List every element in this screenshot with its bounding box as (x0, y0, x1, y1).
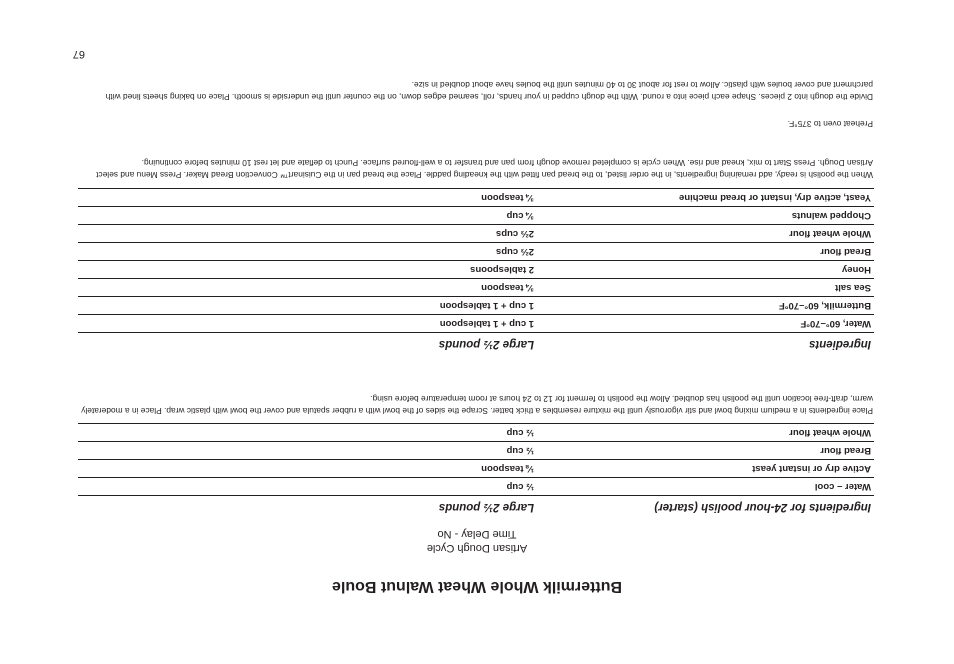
ingredient-name: Water, 60°–70°F (800, 318, 871, 329)
ingredient-qty: ¾ teaspoon (481, 192, 534, 203)
time-delay-label: Time Delay - No (437, 528, 517, 540)
ingredient-qty: ½ cup (506, 427, 534, 438)
ingredient-qty: ½ cup (506, 481, 534, 492)
instruction-paragraph-3: Divide the dough into 2 pieces. Shape each piece into a round. With the dough cupped in your hands, roll, seamed edges down, on the counter until the underside is smooth. Place on baking sheets lined with parchment and cover boules with plastic. Allow to rest for about 30 to 40 minutes until the boules have about doubled in size. (105, 80, 873, 102)
ingredient-name: Water – cool (814, 481, 871, 492)
ingredient-name: Buttermilk, 60°–70°F (778, 300, 871, 311)
ingredients-table (78, 188, 874, 355)
poolish-table (78, 423, 874, 518)
ingredient-qty: 2 tablespoons (470, 264, 534, 275)
ingredient-name: Bread flour (820, 445, 871, 456)
ingredient-name: Chopped walnuts (791, 210, 871, 221)
ingredient-name: Yeast, active dry, instant or bread machine (678, 192, 871, 203)
cycle-label: Artisan Dough Cycle (426, 542, 528, 554)
instruction-paragraph-1: When the poolish is ready, add remaining ingredients, in the order listed, to the bread pan fitted with the kneading paddle. Place the bread pan in the Cuisinart™ Convection Bread Maker. Press Menu and select Artisan Dough. Press Start to mix, knead and rise. When cycle is completed remove dough from pan and transfer to a well-floured surface. Punch to deflate and let rest 10 minutes before continuing. (96, 158, 873, 180)
poolish-header-name: Ingredients for 24-hour poolish (starter) (654, 501, 871, 513)
instruction-paragraph-2: Preheat oven to 375°F. (787, 119, 873, 129)
page-number: 67 (72, 48, 85, 60)
poolish-table-header (78, 496, 874, 519)
table-row (78, 315, 874, 333)
table-row (78, 460, 874, 478)
poolish-header-size: Large 2½ pounds (438, 501, 534, 513)
recipe-title: Buttermilk Whole Wheat Walnut Boule (331, 578, 623, 595)
ingredient-name: Sea salt (835, 282, 871, 293)
ingredient-qty: 1 cup + 1 tablespoon (439, 300, 534, 311)
table-row (78, 442, 874, 460)
ingredient-qty: ¾ cup (506, 210, 534, 221)
ingredient-qty: 2⅔ cups (495, 246, 534, 257)
table-row (78, 225, 874, 243)
table-row (78, 279, 874, 297)
poolish-instructions: Place ingredients in a medium mixing bowl and stir vigorously until the mixture resembles a thick batter. Scrape the sides of the bowl with a rubber spatula and cover the bowl with plastic wrap. Place in a moderately warm, draft-free location until the poolish has doubled. Allow the poolish to ferment for 12 to 24 hours at room temperature before using. (81, 394, 873, 416)
ingredient-name: Honey (841, 264, 871, 275)
ingredient-name: Whole wheat flour (789, 427, 871, 438)
table-row (78, 207, 874, 225)
table-row (78, 478, 874, 496)
ingredients-header-name: Ingredients (809, 338, 871, 350)
ingredient-name: Bread flour (820, 246, 871, 257)
ingredient-name: Whole wheat flour (789, 228, 871, 239)
ingredient-qty: ½ cup (506, 445, 534, 456)
ingredient-name: Active dry or instant yeast (752, 463, 871, 474)
ingredients-table-header (78, 333, 874, 356)
ingredient-qty: ¾ teaspoon (481, 282, 534, 293)
ingredient-qty: ⅛ teaspoon (481, 463, 534, 474)
table-row (78, 261, 874, 279)
ingredient-qty: 1 cup + 1 tablespoon (439, 318, 534, 329)
ingredients-header-size: Large 2½ pounds (438, 338, 534, 350)
table-row (78, 297, 874, 315)
table-row (78, 189, 874, 207)
table-row (78, 424, 874, 442)
ingredient-qty: 2⅔ cups (495, 228, 534, 239)
table-row (78, 243, 874, 261)
